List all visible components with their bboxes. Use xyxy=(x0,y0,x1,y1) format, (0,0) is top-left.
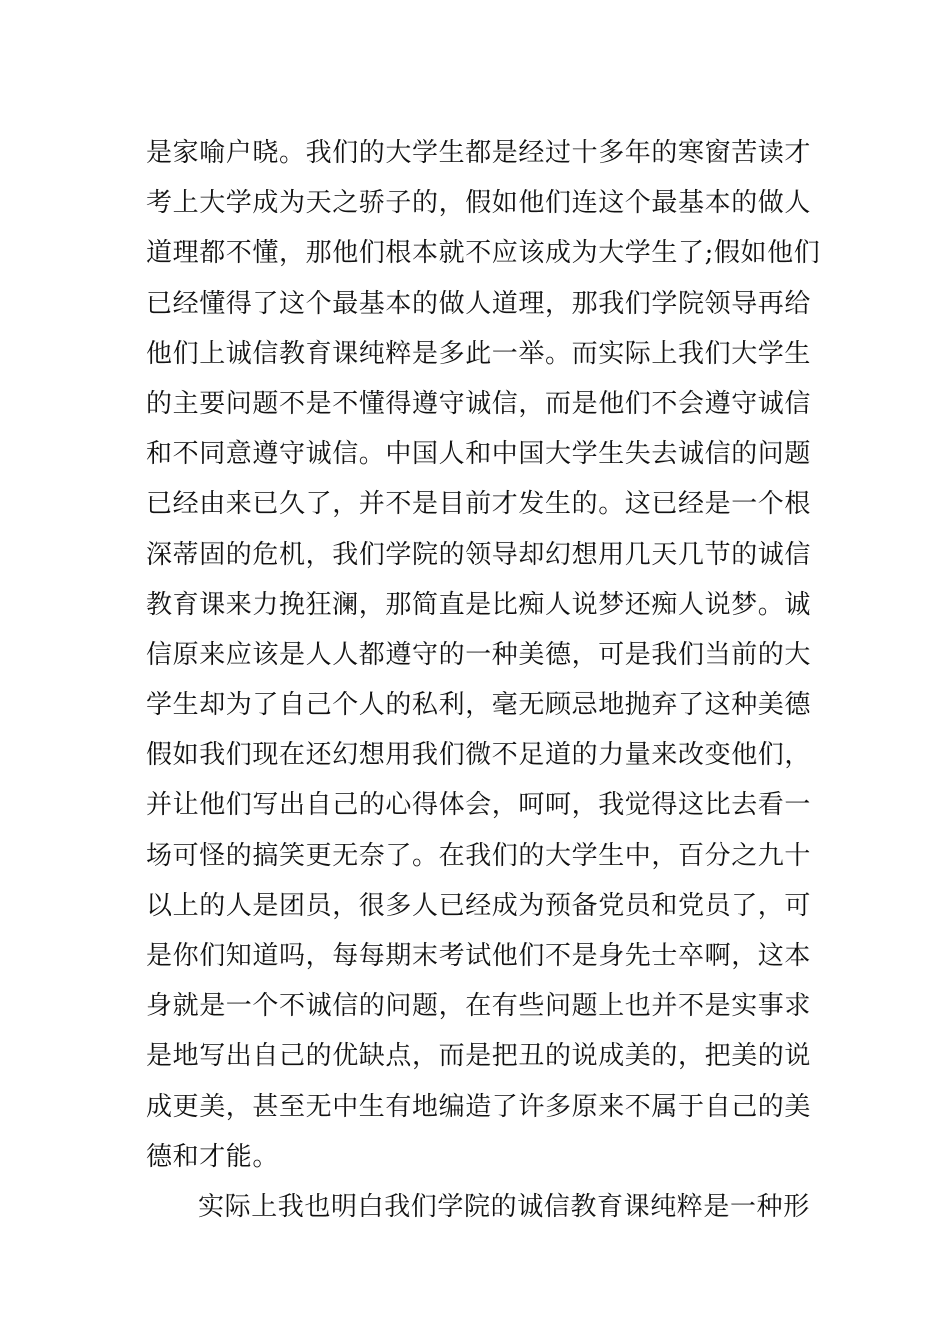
text-line: 成更美，甚至无中生有地编造了许多原来不属于自己的美 xyxy=(146,1091,812,1122)
text-line: 已经懂得了这个最基本的做人道理，那我们学院领导再给 xyxy=(146,288,812,319)
paragraph-2 xyxy=(146,1182,816,1232)
text-line: 他们上诚信教育课纯粹是多此一举。而实际上我们大学生 xyxy=(146,338,812,369)
text-line: 并让他们写出自己的心得体会，呵呵，我觉得这比去看一 xyxy=(146,790,812,821)
text-line: 的主要问题不是不懂得遵守诚信，而是他们不会遵守诚信 xyxy=(146,388,812,419)
text-line: 以上的人是团员，很多人已经成为预备党员和党员了，可 xyxy=(146,890,812,921)
text-line: 是地写出自己的优缺点，而是把丑的说成美的，把美的说 xyxy=(146,1041,812,1072)
text-line: 已经由来已久了，并不是目前才发生的。这已经是一个根 xyxy=(146,489,812,520)
text-line: 实际上我也明白我们学院的诚信教育课纯粹是一种形 xyxy=(198,1191,810,1222)
text-line: 身就是一个不诚信的问题，在有些问题上也并不是实事求 xyxy=(146,991,812,1022)
text-line: 德和才能。 xyxy=(146,1141,280,1172)
text-line: 是家喻户晓。我们的大学生都是经过十多年的寒窗苦读才 xyxy=(146,138,812,168)
text-line: 学生却为了自己个人的私利，毫无顾忌地抛弃了这种美德 xyxy=(146,690,812,721)
text-line: 道理都不懂，那他们根本就不应该成为大学生了;假如他们 xyxy=(146,238,821,269)
text-line: 信原来应该是人人都遵守的一种美德，可是我们当前的大 xyxy=(146,639,812,670)
document-body xyxy=(146,128,821,1232)
text-line: 假如我们现在还幻想用我们微不足道的力量来改变他们， xyxy=(146,740,812,771)
text-line: 场可怪的搞笑更无奈了。在我们的大学生中，百分之九十 xyxy=(146,840,812,871)
text-line: 教育课来力挽狂澜，那简直是比痴人说梦还痴人说梦。诚 xyxy=(146,589,812,620)
text-line: 考上大学成为天之骄子的，假如他们连这个最基本的做人 xyxy=(146,188,812,219)
text-line: 深蒂固的危机，我们学院的领导却幻想用几天几节的诚信 xyxy=(146,539,812,570)
paragraph-1 xyxy=(146,128,821,1182)
text-line: 和不同意遵守诚信。中国人和中国大学生失去诚信的问题 xyxy=(146,439,812,470)
text-line: 是你们知道吗，每每期末考试他们不是身先士卒啊，这本 xyxy=(146,941,812,971)
